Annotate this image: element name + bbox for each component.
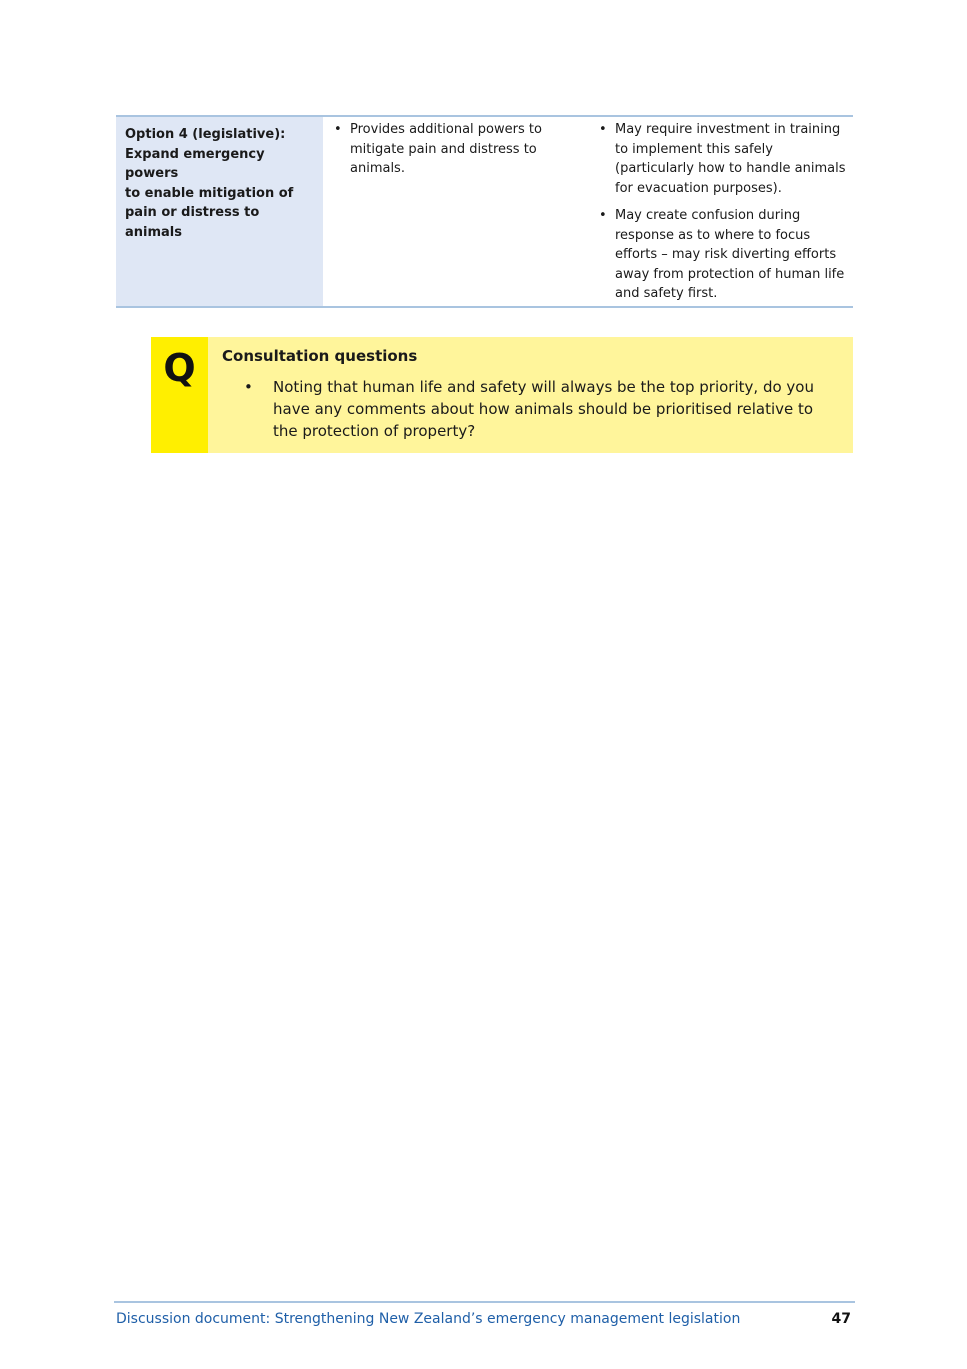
option-label-line: Option 4 (legislative): [125, 127, 286, 142]
footer-document-title: Discussion document: Strengthening New Zealand’s emergency management legislation [116, 1311, 741, 1327]
option-label-line: to enable mitigation of [125, 185, 294, 201]
consultation-question-list [222, 376, 839, 442]
options-table [116, 115, 853, 308]
page-footer [114, 1301, 855, 1329]
benefits-column [323, 117, 588, 306]
benefits-list [331, 120, 588, 179]
costs-column [588, 117, 853, 306]
option-label-line: Expand emergency powers [125, 146, 265, 181]
option-label-cell [116, 117, 323, 306]
consultation-body [208, 337, 853, 453]
option-label-line: pain or distress to animals [125, 205, 260, 240]
cost-item: • May create confusion during response as to where to focus efforts – may risk diverting efforts away from protection of human life and safety first. [596, 206, 853, 304]
consultation-heading: Consultation questions [222, 347, 418, 365]
benefit-item: • Provides additional powers to mitigate pain and distress to animals. [331, 120, 588, 179]
consultation-question: • Noting that human life and safety will always be the top priority, do you have any comments about how animals should be prioritised relative to the protection of property? [222, 376, 839, 442]
costs-list [596, 120, 853, 304]
consultation-questions-box [151, 337, 853, 453]
page-number: 47 [831, 1311, 851, 1327]
q-icon: Q [151, 337, 208, 453]
cost-item: • May require investment in training to implement this safely (particularly how to handle animals for evacuation purposes). [596, 120, 853, 198]
